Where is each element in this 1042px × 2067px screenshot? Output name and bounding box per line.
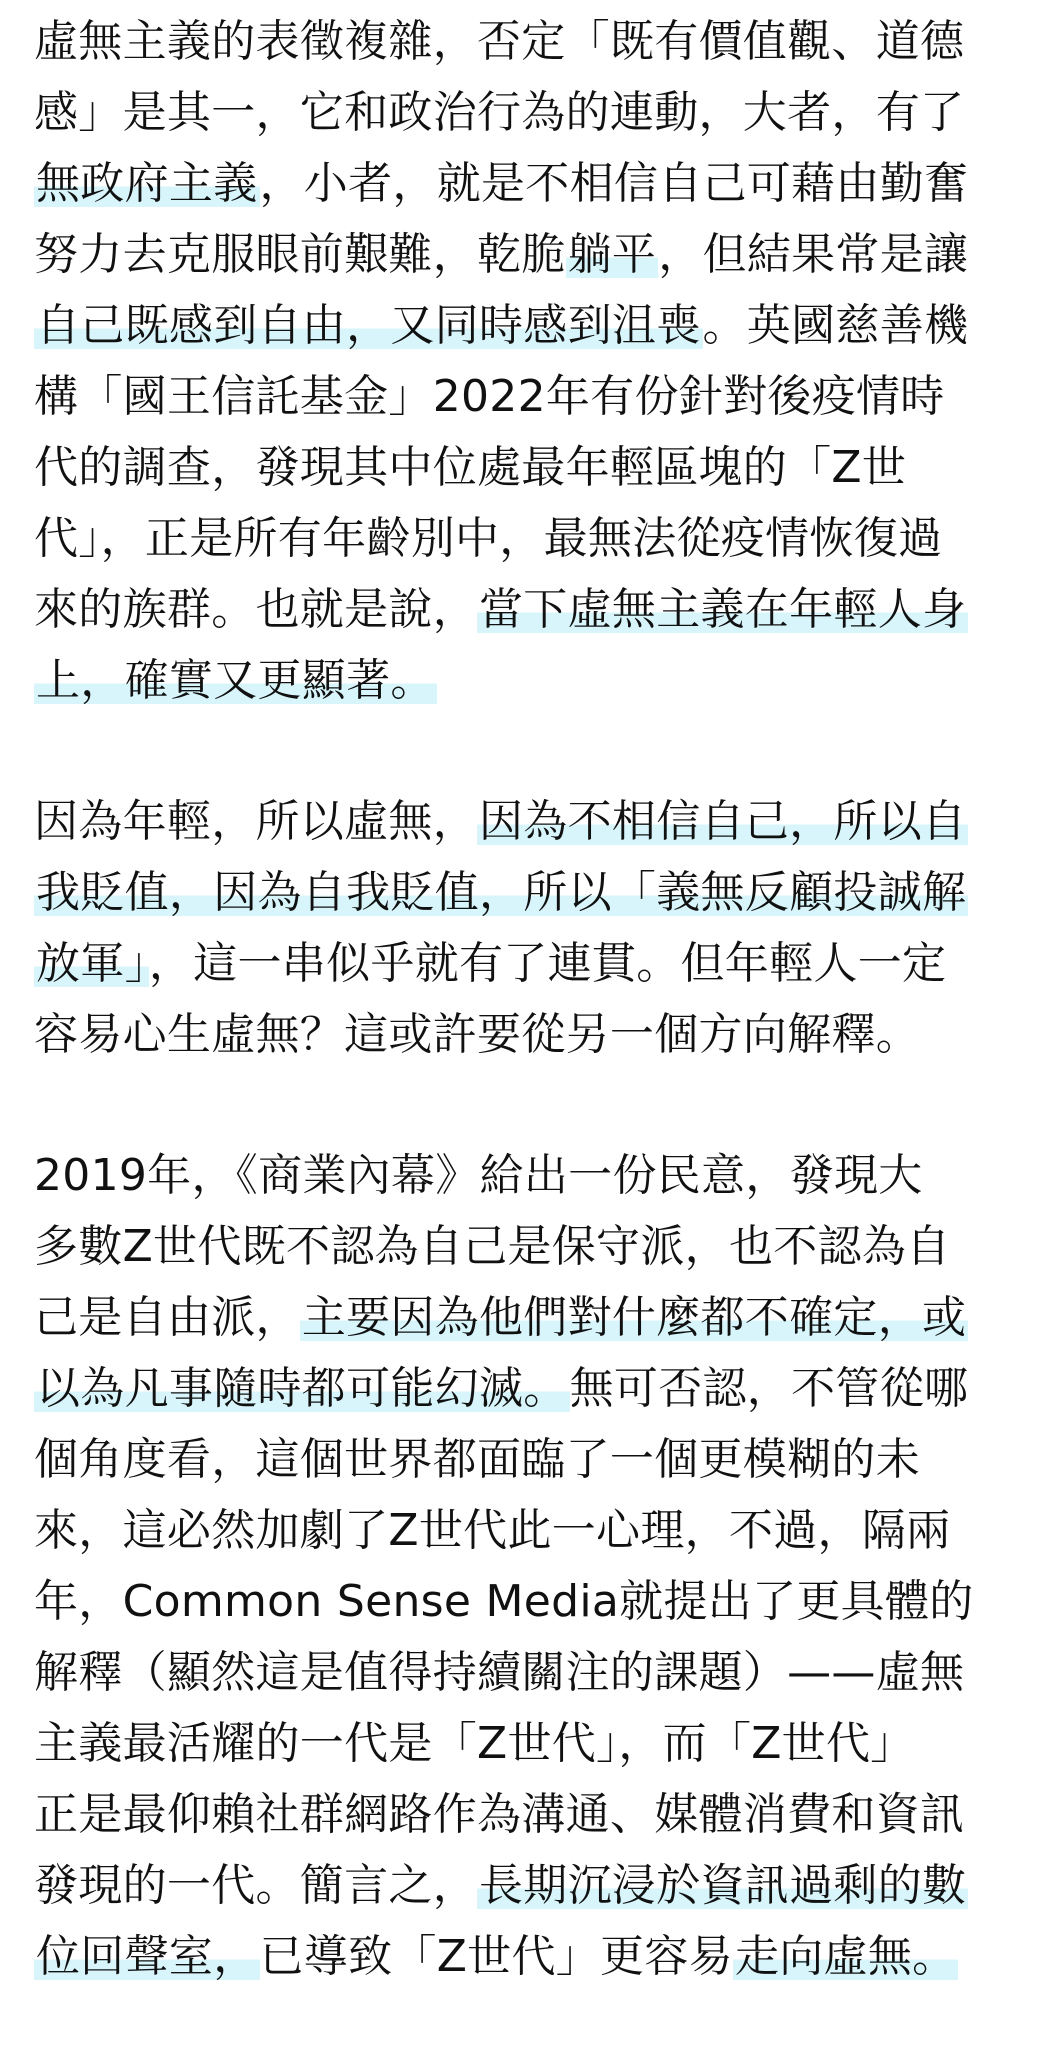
text-run: 主義最活耀的一代是「Z世代」，而「Z世代」	[34, 1718, 915, 1769]
text-run: 容易心生虛無？這或許要從另一個方向解釋。	[34, 1009, 920, 1060]
text-line	[34, 77, 1022, 148]
text-run: 無可否認，不管從哪	[569, 1363, 969, 1414]
text-line	[34, 857, 1022, 928]
text-line	[34, 1424, 1022, 1495]
highlighted-text: 無政府主義	[36, 158, 258, 209]
text-run: 多數Z世代既不認為自己是保守派，也不認為自	[34, 1221, 951, 1272]
text-run: ，小者，就是不相信自己可藉由勤奮	[259, 158, 969, 209]
paragraph-1	[34, 6, 1022, 716]
text-run: 個角度看，這個世界都面臨了一個更模糊的未	[34, 1434, 920, 1485]
text-run: 代的調查，發現其中位處最年輕區塊的「Z世	[34, 442, 907, 493]
text-line	[34, 6, 1022, 77]
text-line	[34, 1779, 1022, 1850]
text-line	[34, 1211, 1022, 1282]
text-run: 發現的一代。簡言之，	[34, 1860, 477, 1911]
text-line	[34, 1921, 1022, 1992]
text-line	[34, 219, 1022, 290]
text-line	[34, 1353, 1022, 1424]
text-line	[34, 361, 1022, 432]
highlighted-text: 躺平	[567, 229, 657, 280]
paragraph-2	[34, 786, 1022, 1070]
text-run: ，這一串似乎就有了連貫。但年輕人一定	[148, 938, 947, 989]
highlighted-text: 主要因為他們對什麼都不確定，或	[301, 1292, 967, 1343]
text-run: 正是最仰賴社群網路作為溝通、媒體消費和資訊	[34, 1789, 965, 1840]
text-line	[34, 1637, 1022, 1708]
highlighted-text: 走向虛無。	[734, 1931, 957, 1982]
text-line	[34, 432, 1022, 503]
text-run: 2019年，《商業內幕》給出一份民意，發現大	[34, 1150, 923, 1201]
text-run: 感」是其一，它和政治行為的連動，大者，有了	[34, 87, 965, 138]
text-line	[34, 503, 1022, 574]
text-line	[34, 645, 1022, 716]
text-run: 年，Common Sense Media就提出了更具體的	[34, 1576, 974, 1627]
text-run: 努力去克服眼前艱難，乾脆	[34, 229, 566, 280]
text-line	[34, 574, 1022, 645]
highlighted-text: 以為凡事隨時都可能幻滅。	[36, 1363, 568, 1414]
text-run: 代」，正是所有年齡別中，最無法從疫情恢復過	[34, 513, 943, 564]
text-run: 來的族群。也就是說，	[34, 584, 477, 635]
text-line	[34, 786, 1022, 857]
text-line	[34, 1850, 1022, 1921]
paragraph-3	[34, 1140, 1022, 1992]
text-run: 。英國慈善機	[702, 300, 969, 351]
highlighted-text: 放軍」	[36, 938, 147, 989]
text-line	[34, 148, 1022, 219]
text-run: 因為年輕，所以虛無，	[34, 796, 477, 847]
text-line	[34, 1566, 1022, 1637]
text-run: 來，這必然加劇了Z世代此一心理，不過，隔兩	[34, 1505, 951, 1556]
text-run: 己是自由派，	[34, 1292, 300, 1343]
text-run: 構「國王信託基金」2022年有份針對後疫情時	[34, 371, 945, 422]
text-line	[34, 928, 1022, 999]
text-line	[34, 290, 1022, 361]
highlighted-text: 長期沉浸於資訊過剩的數	[479, 1860, 967, 1911]
text-line	[34, 1140, 1022, 1211]
text-run: 已導致「Z世代」更容易	[259, 1931, 733, 1982]
text-line	[34, 1708, 1022, 1779]
highlighted-text: 自己既感到自由，又同時感到沮喪	[36, 300, 701, 351]
text-line	[34, 1282, 1022, 1353]
highlighted-text: 我貶值，因為自我貶值，所以「義無反顧投誠解	[36, 867, 967, 918]
text-line	[34, 1495, 1022, 1566]
highlighted-text: 因為不相信自己，所以自	[479, 796, 967, 847]
highlighted-text: 當下虛無主義在年輕人身	[479, 584, 967, 635]
highlighted-text: 位回聲室，	[36, 1931, 258, 1982]
highlighted-text: 上，確實又更顯著。	[36, 655, 435, 706]
text-run: 虛無主義的表徵複雜，否定「既有價值觀、道德	[34, 16, 965, 67]
text-run: 解釋（顯然這是值得持續關注的課題）——虛無	[34, 1647, 965, 1698]
text-line	[34, 999, 1022, 1070]
text-run: ，但結果常是讓	[658, 229, 969, 280]
